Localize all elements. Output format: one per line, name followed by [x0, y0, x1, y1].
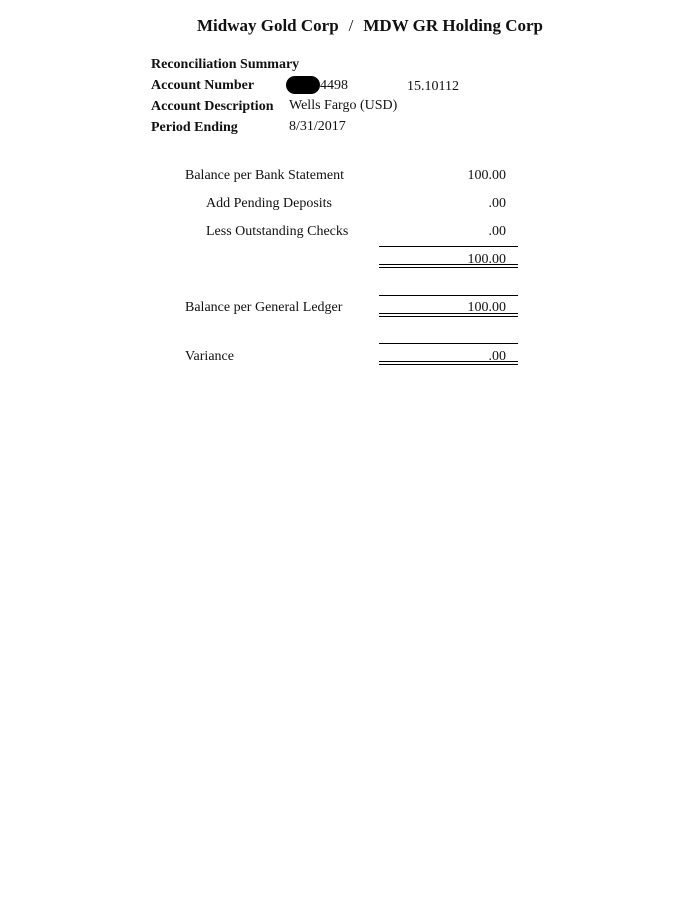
bank-statement-label: Balance per Bank Statement — [185, 168, 344, 183]
company-a-name: Midway Gold Corp — [196, 16, 339, 35]
account-number-label: Account Number — [151, 78, 255, 93]
redaction-mark — [286, 76, 320, 94]
general-ledger-amount: 100.00 — [467, 300, 506, 315]
adjusted-total-amount: 100.00 — [467, 252, 506, 267]
period-ending-label: Period Ending — [151, 120, 238, 135]
variance-label: Variance — [185, 349, 234, 364]
variance-double-rule — [379, 361, 518, 365]
pending-deposits-amount: .00 — [488, 196, 506, 211]
summary-title: Reconciliation Summary — [151, 57, 300, 72]
period-ending-value: 8/31/2017 — [289, 119, 346, 134]
total-double-rule — [379, 264, 518, 268]
account-number-value: 4498 — [320, 78, 348, 93]
pending-deposits-label: Add Pending Deposits — [206, 196, 332, 211]
outstanding-checks-label: Less Outstanding Checks — [206, 224, 349, 239]
company-b-name: MDW GR Holding Corp — [363, 16, 544, 35]
variance-top-rule — [379, 343, 518, 344]
ledger-double-rule — [379, 313, 518, 317]
subtotal-rule — [379, 246, 518, 247]
account-description-label: Account Description — [151, 99, 274, 114]
variance-amount: .00 — [488, 349, 506, 364]
report-title — [0, 16, 687, 36]
title-separator: / — [348, 16, 354, 35]
general-ledger-label: Balance per General Ledger — [185, 300, 343, 315]
account-code: 15.10112 — [407, 79, 459, 94]
ledger-top-rule — [379, 295, 518, 296]
bank-statement-amount: 100.00 — [467, 168, 506, 183]
outstanding-checks-amount: .00 — [488, 224, 506, 239]
account-description-value: Wells Fargo (USD) — [289, 98, 398, 113]
